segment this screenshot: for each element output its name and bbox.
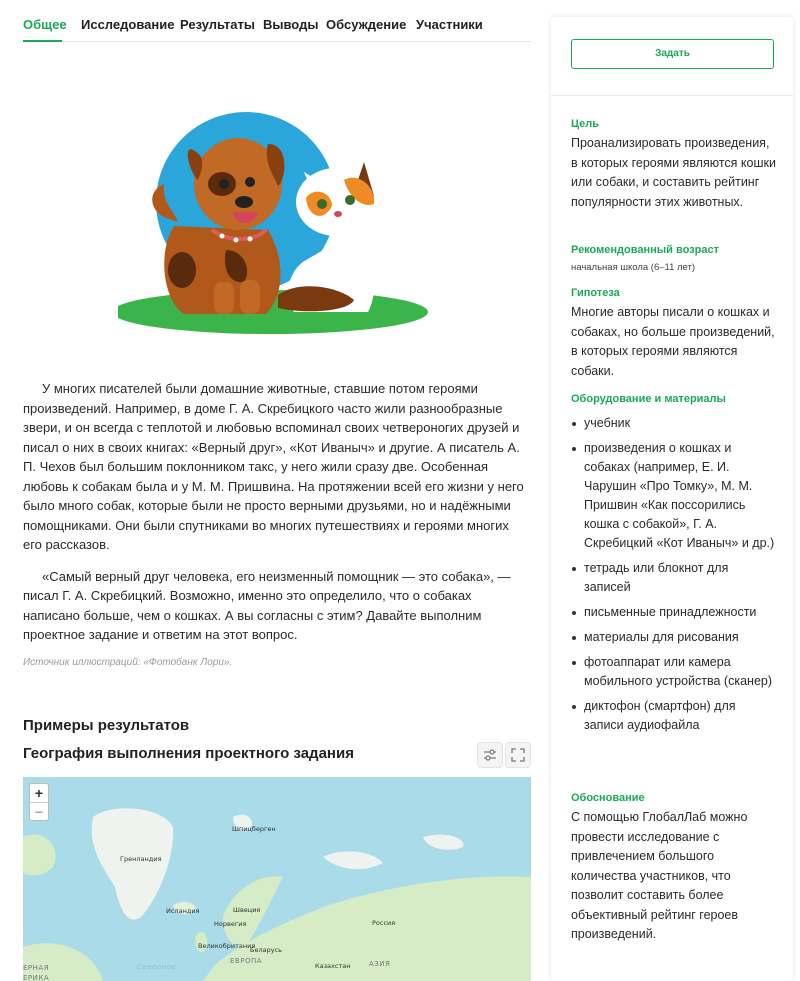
hypothesis-title: Гипотеза [571,287,620,299]
tab-results[interactable]: Результаты [180,17,255,32]
hypothesis-text: Многие авторы писали о кошках и собаках, но больше произведений, в которых героями являются собаки. [571,305,775,378]
goal-title: Цель [571,118,600,130]
project-info-panel [551,17,793,981]
map-zoom-controls [29,783,49,821]
map-heading: География выполнения проектного задания [23,745,354,762]
map-label-norway: Норвегия [214,920,247,928]
tab-participants[interactable]: Участники [416,17,483,32]
zoom-in-button[interactable]: + [34,785,44,801]
map-fullscreen-button[interactable] [505,742,531,768]
age-title: Рекомендованный возраст [571,244,719,256]
age-text: начальная школа (6–11 лет) [571,262,696,273]
map-label-uk: Великобритания [198,942,256,950]
rationale-text: С помощью ГлобалЛаб можно провести исследование с привлечением большого количества участников, что позволит составить более объективный рейтинг героев произведений. [571,810,748,941]
dog-and-cat-illustration [118,100,438,340]
map-label-greenland: Гренландия [120,855,162,863]
map-label-sweden: Швеция [233,906,261,914]
map-label-north-america-part1: ЕРНАЯ [23,964,50,972]
map-label-russia: Россия [372,919,396,927]
tab-research[interactable]: Исследование [81,17,175,32]
tab-conclusions[interactable]: Выводы [263,17,319,32]
map-label-svalbard: Шпицберген [232,825,276,833]
rationale-title: Обоснование [571,792,645,804]
equipment-item: фотоаппарат или камера мобильного устройства (сканер) [571,653,776,691]
equipment-item: произведения о кошках и собаках (например, Е. И. Чарушин «Про Томку», М. М. Пришвин «Как поссорились кошка с собакой», Г. А. Скребицкий «Кот Иваныч» и др.) [571,439,776,553]
goal-text: Проанализировать произведения, в которых героями являются кошки или собаки, и составить рейтинг популярности этих животных. [571,136,776,209]
tab-general[interactable]: Общее [23,17,67,32]
article-paragraph-1: У многих писателей были домашние животные, ставшие потом героями произведений. Например, в доме Г. А. Скребицкого часто жили разнообразные звери, и он всегда с теплотой и любовью вспоминал своих четвероногих друзей и писал о них в своих книгах: «Верный друг», «Кот Иваныч» и другие. А писатель А. П. Чехов был большим поклонником такс, у него жили сразу две. Особенная любовь к собакам была и у М. М. Пришвина. На протяжении всей его жизни у него было много собак, которые были не просто верными друзьями, но и надёжными помощниками. Они были спутниками во многих путешествиях и героями многих его рассказов. [23,381,524,552]
map-label-north-sea: Северное [137,963,177,971]
equipment-list [571,414,776,741]
equipment-item: письменные принадлежности [571,603,776,622]
results-examples-heading: Примеры результатов [23,717,190,734]
map-label-belarus: Беларусь [250,946,282,954]
tab-discussion[interactable]: Обсуждение [326,17,407,32]
tab-bar [23,0,531,42]
map-label-europe: ЕВРОПА [230,957,263,965]
fullscreen-icon [511,748,525,762]
equipment-item: учебник [571,414,776,433]
equipment-item: материалы для рисования [571,628,776,647]
ask-question-button[interactable]: Задать [571,39,774,69]
equipment-item: тетрадь или блокнот для записей [571,559,776,597]
map-label-asia: АЗИЯ [369,960,391,968]
article-text [23,379,531,657]
map-label-kazakhstan: Казахстан [315,962,351,970]
map-label-north-america-part2: ЕРИКА [23,974,50,981]
illustration-source: Источник иллюстраций: «Фотобанк Лори». [23,657,233,668]
article-paragraph-2: «Самый верный друг человека, его неизменный помощник — это собака», — писал Г. А. Скребицкий. Возможно, именно это определило, что о собаках написано больше, чем о кошках. А вы согласны с этим? Давайте выполним проектное задание и ответим на этот вопрос. [23,568,511,642]
equipment-item: диктофон (смартфон) для записи аудиофайла [571,697,776,735]
panel-divider [551,95,793,96]
zoom-out-button[interactable]: − [30,802,48,820]
results-map[interactable] [23,777,531,981]
active-tab-indicator [23,40,62,42]
map-label-iceland: Исландия [166,907,200,915]
sliders-icon [483,748,497,762]
map-filter-button[interactable] [477,742,503,768]
equipment-title: Оборудование и материалы [571,393,726,405]
